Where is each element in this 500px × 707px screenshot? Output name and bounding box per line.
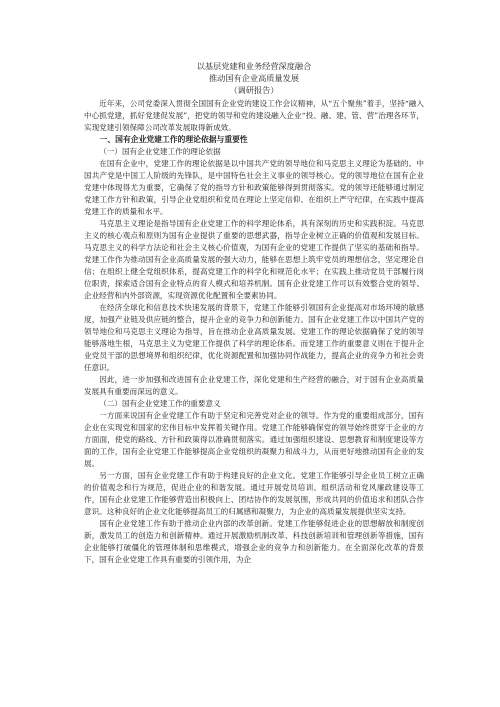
section-1-2-heading: （二）国有企业党建工作的重要意义	[99, 399, 221, 408]
paragraph-4: 因此，进一步加强和改进国有企业党建工作，深化党建和生产经营的融合，对于国有企业高质量发展具有重要而深远的意义。	[84, 375, 424, 396]
document-subtitle: （调研报告）	[229, 85, 279, 95]
paragraph-7: 国有企业党建工作有助于推动企业内部的改革创新。党建工作能够促进企业的思想解放和制度创新，激发员工的创造力和创新精神。通过开展激励机制改革、科技创新培训和管理创新等措施，国有企业能够打破僵化的管理体制和思维模式，增强企业的竞争力和创新能力。在全面深化改革的背景下，国有企业党建工作具有重要的引领作用，为企	[84, 519, 424, 564]
document-page	[84, 60, 424, 660]
paragraph-6: 另一方面，国有企业党建工作有助于构建良好的企业文化。党建工作能够引导企业员工树立正确的价值观念和行为规范，促进企业的和谐发展。通过开展党员培训、组织活动和党风廉政建设等工作，国有企业党建工作能够营造出积极向上、团结协作的发展氛围，形成共同的价值追求和团队合作意识。这种良好的企业文化能够提高员工的归属感和凝聚力，为企业的高质量发展提供坚实支持。	[84, 471, 424, 516]
paragraph-2: 马克思主义理论是指导国有企业党建工作的科学理论体系，具有深刻的历史和实践积淀。马克思主义的核心观点和原则为国有企业提供了重要的思想武器，指导企业树立正确的价值观和发展目标。马克思主义的科学方法论和社会主义核心价值观，为国有企业的党建工作提供了坚实的基础和指导。党建工作作为推动国有企业高质量发展的强大动力，能够在思想上筑牢党员的理想信念，坚定理论自信；在组织上健全党组织体系，提高党建工作的科学化和规范化水平；在实践上推动党员干部履行岗位职责，探索适合国有企业特点的育人模式和培养机制。国有企业党建工作可以有效整合党的领导、企业经营和内外部资源，实现资源优化配置和全要素协同。	[84, 219, 424, 300]
paragraph-5: 一方面来说国有企业党建工作有助于坚定和完善党对企业的领导。作为党的重要组成部分，国有企业在实现党和国家的宏伟目标中发挥着关键作用。党建工作能够确保党的领导始终贯穿于企业的方方面面，使党的路线、方针和政策得以准确贯彻落实。通过加强组织建设、思想教育和制度建设等方面的工作，国有企业党建工作能够提高企业党组织的凝聚力和战斗力，从而更好地推动国有企业的发展。	[84, 411, 424, 468]
paragraph-1: 在国有企业中，党建工作的理论依据是以中国共产党的领导地位和马克思主义理论为基础的。中国共产党是中国工人阶级的先锋队，是中国特色社会主义事业的领导核心。党的领导地位在国有企业党建中体现得尤为重要，它确保了党的指导方针和政策能够得到贯彻落实。党的领导还能够通过制定党建工作方针和政策，引导企业党组织和党员在理论上坚定信仰、在组织上严守纪律，在实践中提高党建工作的质量和水平。	[84, 159, 424, 216]
section-1-1-heading: （一）国有企业党建工作的理论依据	[99, 147, 221, 156]
document-title-line-2: 推动国有企业高质量发展	[208, 73, 300, 83]
paragraph-3: 在经济全球化和信息技术快速发展的背景下，党建工作能够引领国有企业提高对市场环境的敏感度，加强产业链及供应链的整合，提升企业的竞争力和创新能力。国有企业党建工作以中国共产党的领导地位和马克思主义理论为指导，旨在推动企业高质量发展。党建工作的理论依据确保了党的领导能够落地生根，马克思主义为党建工作提供了科学的理论体系。而党建工作的重要意义则在于提升企业党员干部的思想境界和组织纪律，优化资源配置和加强协同作战能力，提高企业的竞争力和社会责任意识。	[84, 303, 424, 372]
section-1-heading: 一、国有企业党建工作的理论依据与重要性	[99, 135, 248, 144]
document-title: 以基层党建和业务经营深度融合	[196, 61, 312, 71]
intro-paragraph: 近年来，公司党委深入贯彻全国国有企业党的建设工作会议精神，从“五个聚焦”着手，坚持“融入中心抓党建，抓好党建促发展”，把党的领导和党的建设融入企业“投、融、建、管、营”治理各环节，实现党建引领保障公司改革发展取得新成效。	[84, 99, 424, 132]
